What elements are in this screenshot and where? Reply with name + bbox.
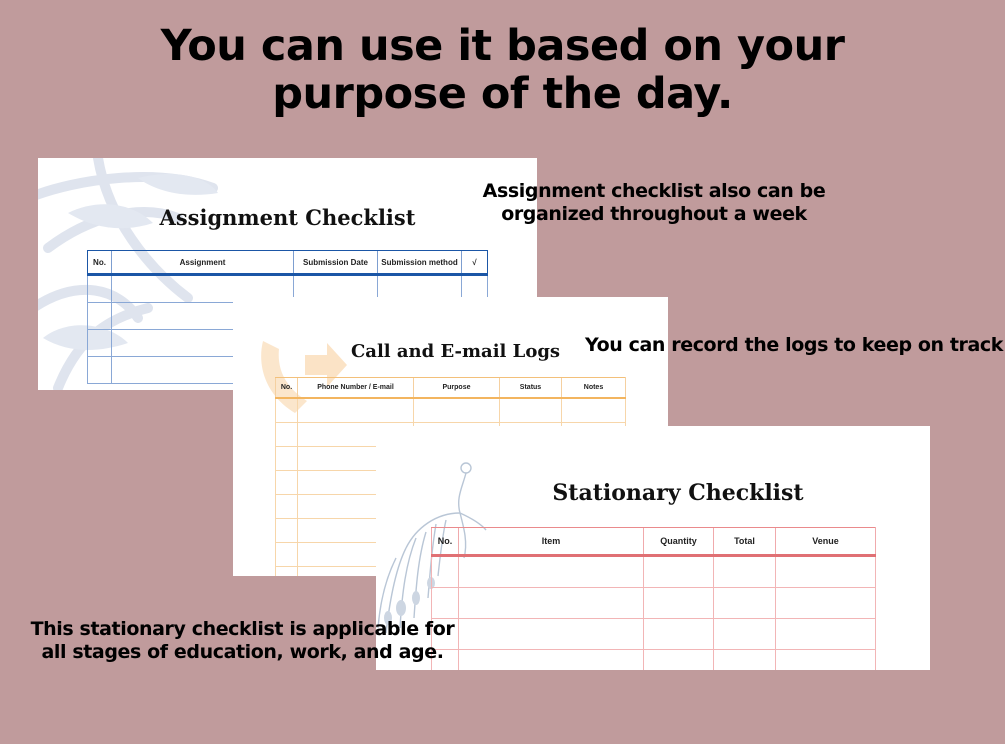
table-row — [276, 398, 626, 423]
stationary-caption: This stationary checklist is applicable for all stages of education, work, and age. — [30, 618, 455, 663]
checkmark-icon: √ — [462, 251, 488, 275]
table-header-row — [276, 378, 626, 399]
table-header-row — [432, 528, 876, 556]
column-header-status: Status — [500, 378, 562, 399]
page-headline: You can use it based on your purpose of the day. — [160, 21, 845, 119]
table-row — [432, 556, 876, 588]
assignment-caption: Assignment checklist also can be organized throughout a week — [482, 180, 826, 225]
table-header-row — [88, 251, 488, 275]
table-row — [432, 588, 876, 619]
column-header-no: No. — [276, 378, 298, 399]
table-row — [432, 619, 876, 650]
column-header-no: No. — [88, 251, 112, 275]
column-header-submission-method: Submission method — [378, 251, 462, 275]
logs-caption: You can record the logs to keep on track — [585, 334, 1004, 356]
stationary-table — [431, 527, 876, 670]
column-header-notes: Notes — [562, 378, 626, 399]
column-header-no: No. — [432, 528, 459, 556]
column-header-total: Total — [714, 528, 776, 556]
column-header-item: Item — [459, 528, 644, 556]
column-header-submission-date: Submission Date — [294, 251, 378, 275]
column-header-phone-email: Phone Number / E-mail — [298, 378, 414, 399]
column-header-assignment: Assignment — [112, 251, 294, 275]
stationary-checklist-title: Stationary Checklist — [552, 480, 804, 506]
stationary-checklist-sheet — [376, 426, 930, 670]
column-header-venue: Venue — [776, 528, 876, 556]
table-row — [432, 650, 876, 671]
column-header-quantity: Quantity — [644, 528, 714, 556]
assignment-checklist-title: Assignment Checklist — [159, 205, 416, 230]
column-header-purpose: Purpose — [414, 378, 500, 399]
call-email-logs-title: Call and E-mail Logs — [350, 341, 561, 362]
